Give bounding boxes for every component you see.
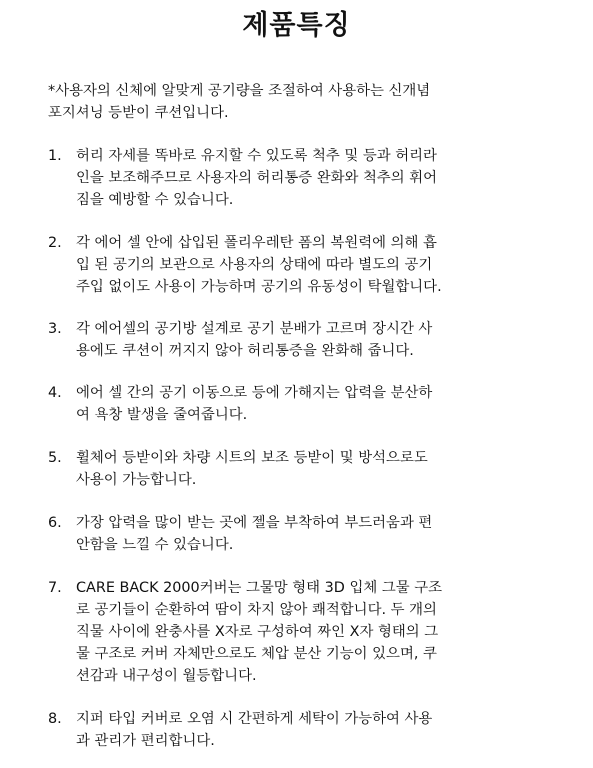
feature-text xyxy=(76,708,568,752)
feature-line: 입 된 공기의 보관으로 사용자의 상태에 따라 별도의 공기 xyxy=(76,257,433,273)
feature-text xyxy=(76,512,568,556)
feature-line: 각 에어셀의 공기방 설계로 공기 분배가 고르며 장시간 사 xyxy=(76,321,433,337)
feature-text xyxy=(76,577,568,687)
feature-number: 2. xyxy=(48,235,62,251)
feature-line: 션감과 내구성이 월등합니다. xyxy=(76,668,257,684)
feature-line: 물 구조로 커버 자체만으로도 체압 분산 기능이 있으며, 쿠 xyxy=(76,646,437,662)
feature-line: 로 공기들이 순환하여 땀이 차지 않아 쾌적합니다. 두 개의 xyxy=(76,602,437,618)
feature-text xyxy=(76,447,568,491)
feature-line: 짐을 예방할 수 있습니다. xyxy=(76,192,234,208)
feature-line: 안함을 느낄 수 있습니다. xyxy=(76,537,234,553)
feature-text xyxy=(76,232,568,298)
feature-number: 3. xyxy=(48,321,62,337)
feature-line: 에어 셀 간의 공기 이동으로 등에 가해지는 압력을 분산하 xyxy=(76,385,433,401)
feature-number: 5. xyxy=(48,450,62,466)
page-title: 제품특징 xyxy=(242,10,351,41)
feature-text xyxy=(76,145,568,211)
feature-number: 6. xyxy=(48,515,62,531)
feature-line: 사용이 가능합니다. xyxy=(76,472,197,488)
feature-line: 지퍼 타입 커버로 오염 시 간편하게 세탁이 가능하여 사용 xyxy=(76,711,433,727)
intro-line: 포지셔닝 등받이 쿠션입니다. xyxy=(48,105,229,121)
intro-line: *사용자의 신체에 알맞게 공기량을 조절하여 사용하는 신개념 xyxy=(48,83,431,99)
feature-text xyxy=(76,318,568,362)
feature-line: 여 욕창 발생을 줄여줍니다. xyxy=(76,407,248,423)
feature-number: 8. xyxy=(48,711,62,727)
feature-number: 4. xyxy=(48,385,62,401)
feature-line: 인을 보조해주므로 사용자의 허리통증 완화와 척추의 휘어 xyxy=(76,170,438,186)
feature-number: 1. xyxy=(48,148,62,164)
feature-line: CARE BACK 2000커버는 그물망 형태 3D 입체 그물 구조 xyxy=(76,580,443,596)
feature-line: 가장 압력을 많이 받는 곳에 젤을 부착하여 부드러움과 편 xyxy=(76,515,433,531)
feature-line: 직물 사이에 완충사를 X자로 구성하여 짜인 X자 형태의 그 xyxy=(76,624,439,640)
feature-line: 각 에어 셀 안에 삽입된 폴리우레탄 폼의 복원력에 의해 흡 xyxy=(76,235,437,251)
feature-line: 과 관리가 편리합니다. xyxy=(76,733,215,749)
feature-number: 7. xyxy=(48,580,62,596)
feature-line: 휠체어 등받이와 차량 시트의 보조 등받이 및 방석으로도 xyxy=(76,450,428,466)
feature-line: 주입 없이도 사용이 가능하며 공기의 유동성이 탁월합니다. xyxy=(76,279,442,295)
feature-text xyxy=(76,382,568,426)
intro-paragraph xyxy=(48,80,568,124)
feature-line: 용에도 쿠션이 꺼지지 않아 허리통증을 완화해 줍니다. xyxy=(76,343,414,359)
feature-line: 허리 자세를 똑바로 유지할 수 있도록 척추 및 등과 허리라 xyxy=(76,148,437,164)
